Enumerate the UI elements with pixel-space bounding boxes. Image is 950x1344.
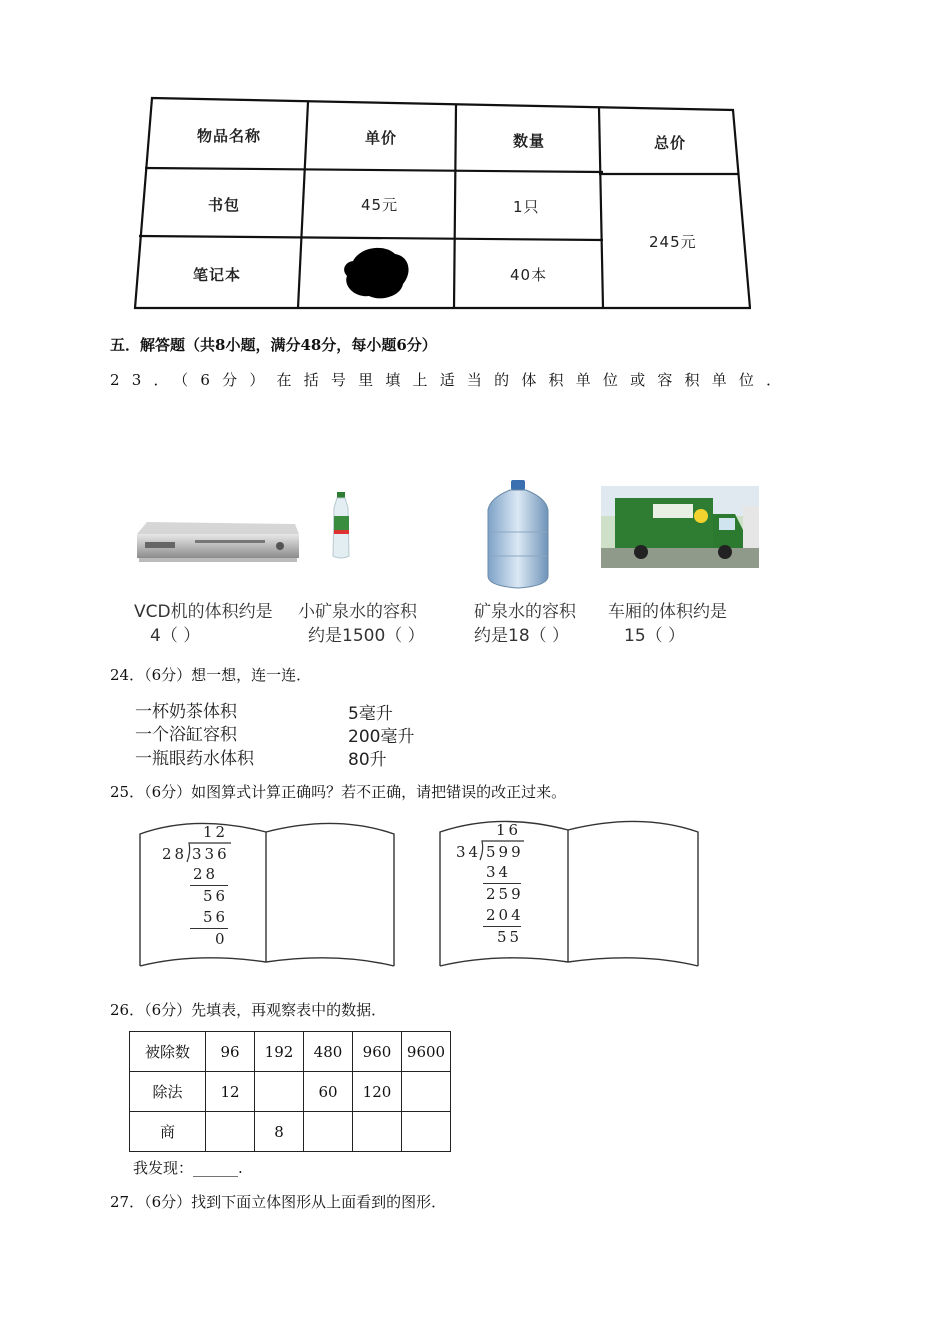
notebook-1 bbox=[136, 816, 398, 971]
caption-bottle-line1: 小矿泉水的容积 bbox=[298, 602, 417, 622]
question-23: 23．（6分）在括号里填上适当的体积单位或容积单位． bbox=[110, 371, 794, 389]
table-row bbox=[130, 1112, 451, 1152]
ink-blot bbox=[344, 248, 408, 299]
question-25: 25．（6分）如图算式计算正确吗？若不正确，请把错误的改正过来。 bbox=[110, 783, 567, 801]
price-table-header-price: 单价 bbox=[365, 129, 398, 147]
table-cell: 192 bbox=[255, 1032, 304, 1072]
finding-line[interactable]: 我发现：______. bbox=[133, 1159, 243, 1177]
notebook-2 bbox=[436, 814, 702, 971]
table-cell: 120 bbox=[353, 1072, 402, 1112]
match-left-1: 一杯奶茶体积 bbox=[135, 702, 237, 722]
price-table-header-total: 总价 bbox=[654, 134, 687, 152]
price-table bbox=[133, 96, 751, 311]
question-26: 26．（6分）先填表，再观察表中的数据． bbox=[110, 1001, 387, 1019]
table-cell: 被除数 bbox=[130, 1032, 206, 1072]
table-cell: 480 bbox=[304, 1032, 353, 1072]
question-27: 27．（6分）找到下面立体图形从上面看到的图形． bbox=[110, 1193, 447, 1211]
calc1-step4: 0 bbox=[215, 930, 228, 948]
calc2-step1: 34 bbox=[486, 863, 512, 881]
calc2-step3: 204 bbox=[486, 906, 524, 924]
match-right-1: 5毫升 bbox=[348, 704, 393, 724]
price-table-total: 245元 bbox=[649, 233, 697, 251]
calc2-quotient: 16 bbox=[496, 821, 522, 839]
caption-bottle-line2: 约是1500（ ） bbox=[308, 626, 425, 646]
calc2-dividend: 599 bbox=[486, 843, 524, 861]
caption-truck-line1: 车厢的体积约是 bbox=[608, 602, 727, 622]
table-cell[interactable] bbox=[402, 1112, 451, 1152]
table-row bbox=[130, 1032, 451, 1072]
calc1-quotient: 12 bbox=[203, 823, 229, 841]
table-cell: 除法 bbox=[130, 1072, 206, 1112]
section-title: 五．解答题（共8小题，满分48分，每小题6分） bbox=[110, 336, 437, 354]
table-cell: 9600 bbox=[402, 1032, 451, 1072]
calc1-divisor: 28 bbox=[162, 845, 188, 863]
table-cell: 商 bbox=[130, 1112, 206, 1152]
price-table-header-name: 物品名称 bbox=[197, 127, 262, 145]
calc1-step2: 56 bbox=[203, 887, 229, 905]
calc1-rule1 bbox=[190, 885, 228, 886]
match-left-2: 一个浴缸容积 bbox=[135, 725, 237, 745]
vcd-player-icon bbox=[135, 520, 301, 564]
match-right-3: 80升 bbox=[348, 750, 387, 770]
calc1-step3: 56 bbox=[203, 908, 229, 926]
table-cell[interactable] bbox=[255, 1072, 304, 1112]
calc1-rule2 bbox=[190, 928, 228, 929]
caption-jug bbox=[474, 600, 576, 648]
match-right-2: 200毫升 bbox=[348, 727, 415, 747]
match-left-3: 一瓶眼药水体积 bbox=[135, 749, 254, 769]
price-table-row1-name: 书包 bbox=[208, 196, 241, 214]
calc2-step4: 55 bbox=[497, 928, 523, 946]
table-cell: 96 bbox=[206, 1032, 255, 1072]
caption-vcd-line1: VCD机的体积约是 bbox=[134, 602, 273, 622]
caption-jug-line2: 约是18（ ） bbox=[474, 626, 570, 646]
table-cell: 8 bbox=[255, 1112, 304, 1152]
price-table-row2-name: 笔记本 bbox=[193, 266, 242, 284]
caption-bottle bbox=[298, 600, 425, 648]
table-cell[interactable] bbox=[353, 1112, 402, 1152]
table-cell[interactable] bbox=[304, 1112, 353, 1152]
water-bottle-icon bbox=[330, 492, 352, 560]
caption-vcd-line2: 4（ ） bbox=[150, 626, 201, 646]
question-24: 24．（6分）想一想，连一连． bbox=[110, 666, 312, 684]
caption-jug-line1: 矿泉水的容积 bbox=[474, 602, 576, 622]
table-row bbox=[130, 1072, 451, 1112]
calc2-step2: 259 bbox=[486, 885, 524, 903]
calc2-rule1 bbox=[483, 883, 521, 884]
table-cell[interactable] bbox=[206, 1112, 255, 1152]
water-jug-icon bbox=[486, 480, 550, 590]
calc1-step1: 28 bbox=[193, 865, 219, 883]
table-cell: 60 bbox=[304, 1072, 353, 1112]
calc2-rule2 bbox=[483, 926, 521, 927]
division-table bbox=[129, 1031, 451, 1152]
price-table-header-qty: 数量 bbox=[513, 132, 546, 150]
price-table-row1-price: 45元 bbox=[361, 196, 399, 214]
calc1-dividend: 336 bbox=[192, 845, 230, 863]
price-table-row1-qty: 1只 bbox=[513, 198, 540, 216]
table-cell: 12 bbox=[206, 1072, 255, 1112]
table-cell[interactable] bbox=[402, 1072, 451, 1112]
calc2-divisor: 34 bbox=[456, 843, 482, 861]
postal-truck-icon bbox=[601, 486, 759, 568]
caption-vcd bbox=[134, 600, 273, 648]
table-cell: 960 bbox=[353, 1032, 402, 1072]
caption-truck bbox=[608, 600, 727, 648]
caption-truck-line2: 15（ ） bbox=[624, 626, 686, 646]
price-table-row2-qty: 40本 bbox=[510, 266, 548, 284]
